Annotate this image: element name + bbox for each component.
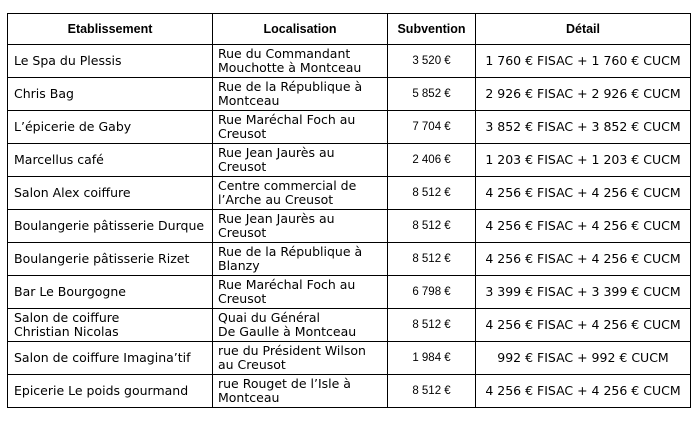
- cell-subsidy: 8 512 €: [388, 243, 476, 276]
- cell-subsidy: 8 512 €: [388, 210, 476, 243]
- cell-detail: 1 760 € FISAC + 1 760 € CUCM: [476, 45, 691, 78]
- cell-location: rue du Président Wilson au Creusot: [213, 342, 388, 375]
- cell-location: Rue de la République à Blanzy: [213, 243, 388, 276]
- cell-establishment: L’épicerie de Gaby: [8, 111, 213, 144]
- table-row: [8, 243, 691, 276]
- table-row: [8, 342, 691, 375]
- subsidy-table: [7, 13, 691, 408]
- table-row: [8, 177, 691, 210]
- cell-establishment: Epicerie Le poids gourmand: [8, 375, 213, 408]
- cell-location: Rue Maréchal Foch au Creusot: [213, 276, 388, 309]
- cell-location: Rue Maréchal Foch au Creusot: [213, 111, 388, 144]
- cell-detail: 4 256 € FISAC + 4 256 € CUCM: [476, 309, 691, 342]
- cell-subsidy: 2 406 €: [388, 144, 476, 177]
- cell-location: Rue du Commandant Mouchotte à Montceau: [213, 45, 388, 78]
- cell-location: Rue de la République à Montceau: [213, 78, 388, 111]
- cell-establishment: Le Spa du Plessis: [8, 45, 213, 78]
- cell-establishment: Bar Le Bourgogne: [8, 276, 213, 309]
- cell-establishment: Chris Bag: [8, 78, 213, 111]
- table-row: [8, 111, 691, 144]
- cell-establishment: Boulangerie pâtisserie Rizet: [8, 243, 213, 276]
- cell-establishment: Boulangerie pâtisserie Durque: [8, 210, 213, 243]
- cell-detail: 4 256 € FISAC + 4 256 € CUCM: [476, 177, 691, 210]
- table-row: [8, 375, 691, 408]
- cell-location: Rue Jean Jaurès au Creusot: [213, 144, 388, 177]
- table-row: [8, 210, 691, 243]
- cell-subsidy: 7 704 €: [388, 111, 476, 144]
- cell-location: Rue Jean Jaurès au Creusot: [213, 210, 388, 243]
- table-body: [8, 45, 691, 408]
- cell-establishment: Salon de coiffure Imagina’tif: [8, 342, 213, 375]
- header-location: Localisation: [213, 14, 388, 45]
- table-row: [8, 45, 691, 78]
- header-subsidy: Subvention: [388, 14, 476, 45]
- table-row: [8, 276, 691, 309]
- cell-subsidy: 8 512 €: [388, 309, 476, 342]
- cell-location: Centre commercial de l’Arche au Creusot: [213, 177, 388, 210]
- cell-location: Quai du Général De Gaulle à Montceau: [213, 309, 388, 342]
- cell-detail: 992 € FISAC + 992 € CUCM: [476, 342, 691, 375]
- cell-detail: 3 399 € FISAC + 3 399 € CUCM: [476, 276, 691, 309]
- cell-subsidy: 1 984 €: [388, 342, 476, 375]
- cell-subsidy: 6 798 €: [388, 276, 476, 309]
- cell-detail: 3 852 € FISAC + 3 852 € CUCM: [476, 111, 691, 144]
- cell-subsidy: 5 852 €: [388, 78, 476, 111]
- table-header-row: [8, 14, 691, 45]
- cell-detail: 2 926 € FISAC + 2 926 € CUCM: [476, 78, 691, 111]
- cell-location: rue Rouget de l’Isle à Montceau: [213, 375, 388, 408]
- cell-establishment: Salon Alex coiffure: [8, 177, 213, 210]
- table-row: [8, 144, 691, 177]
- cell-subsidy: 3 520 €: [388, 45, 476, 78]
- cell-detail: 4 256 € FISAC + 4 256 € CUCM: [476, 210, 691, 243]
- header-detail: Détail: [476, 14, 691, 45]
- cell-detail: 4 256 € FISAC + 4 256 € CUCM: [476, 375, 691, 408]
- cell-detail: 4 256 € FISAC + 4 256 € CUCM: [476, 243, 691, 276]
- cell-establishment: Salon de coiffure Christian Nicolas: [8, 309, 213, 342]
- cell-establishment: Marcellus café: [8, 144, 213, 177]
- cell-detail: 1 203 € FISAC + 1 203 € CUCM: [476, 144, 691, 177]
- table-row: [8, 309, 691, 342]
- table-row: [8, 78, 691, 111]
- header-establishment: Etablissement: [8, 14, 213, 45]
- cell-subsidy: 8 512 €: [388, 177, 476, 210]
- cell-subsidy: 8 512 €: [388, 375, 476, 408]
